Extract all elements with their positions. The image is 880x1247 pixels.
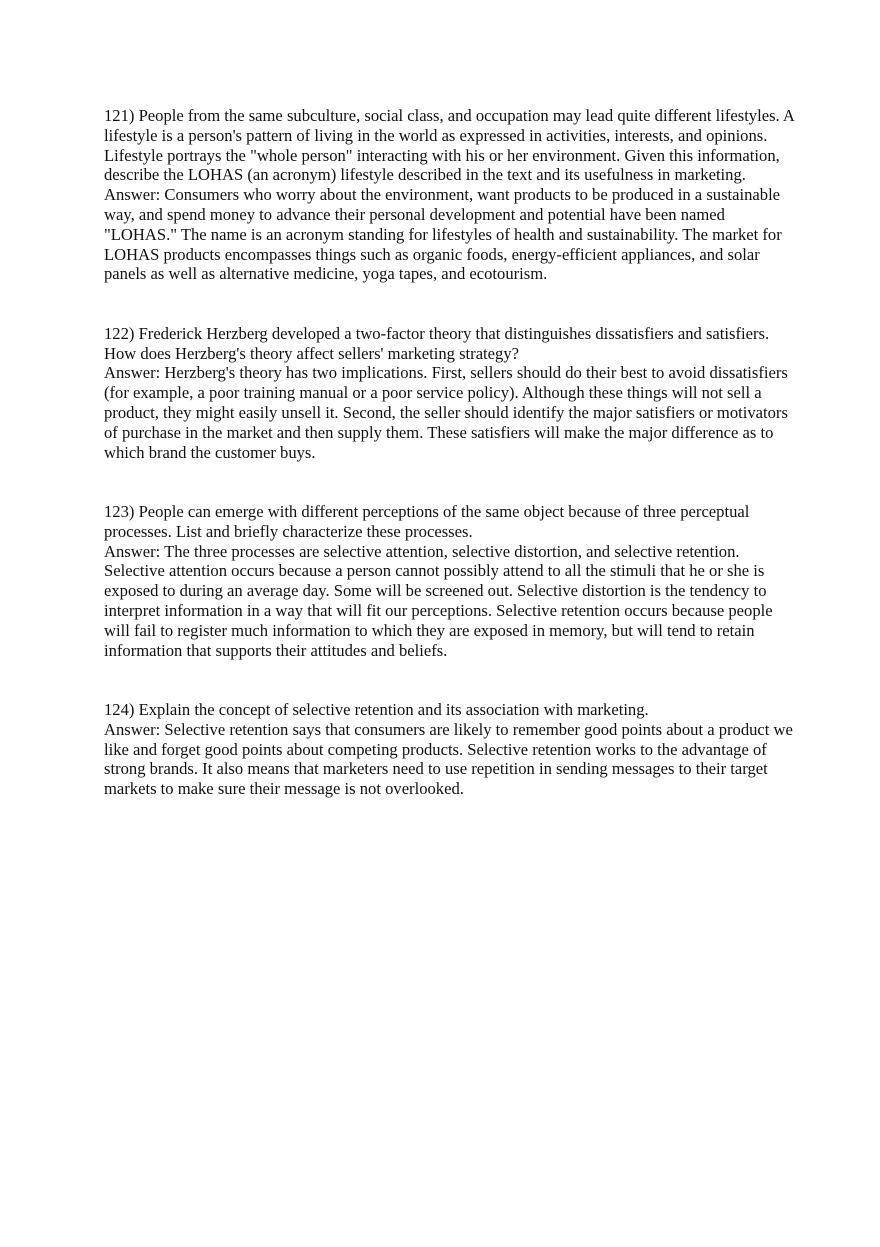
question-block-123 [104, 502, 794, 660]
answer-text: Answer: Selective retention says that consumers are likely to remember good points about a product we like and forget good points about competing products. Selective retention works to the advantage of strong brands. It also means that marketers need to use repetition in sending messages to their target markets to make sure their message is not overlooked. [104, 719, 793, 799]
answer-text: Answer: The three processes are selective attention, selective distortion, and selective retention. Selective attention occurs because a person cannot possibly attend to all the stimuli that he or she is exposed to during an average day. Some will be screened out. Selective distortion is the tendency to interpret information in a way that will fit our perceptions. Selective retention occurs because people will fail to register much information to which they are exposed in memory, but will tend to retain information that supports their attitudes and beliefs. [104, 541, 773, 660]
document-page [104, 106, 794, 799]
question-block-121 [104, 106, 794, 284]
answer-text: Answer: Consumers who worry about the environment, want products to be produced in a sustainable way, and spend money to advance their personal development and potential have been named "LOHAS." The name is an acronym standing for lifestyles of health and sustainability. The market for LOHAS products encompasses things such as organic foods, energy-efficient appliances, and solar panels as well as alternative medicine, yoga tapes, and ecotourism. [104, 185, 782, 284]
question-block-122 [104, 324, 794, 463]
question-text: 122) Frederick Herzberg developed a two-factor theory that distinguishes dissatisfiers and satisfiers. How does Herzberg's theory affect sellers' marketing strategy? [104, 323, 770, 363]
answer-text: Answer: Herzberg's theory has two implications. First, sellers should do their best to avoid dissatisfiers (for example, a poor training manual or a poor service policy). Although these things will not sell a product, they might easily unsell it. Second, the seller should identify the major satisfiers or motivators of purchase in the market and then supply them. These satisfiers will make the major difference as to which brand the customer buys. [104, 363, 788, 462]
question-text: 121) People from the same subculture, social class, and occupation may lead quite different lifestyles. A lifestyle is a person's pattern of living in the world as expressed in activities, interests, and opinions. Lifestyle portrays the "whole person" interacting with his or her environment. Given this information, describe the LOHAS (an acronym) lifestyle described in the text and its usefulness in marketing. [104, 106, 794, 185]
question-block-124 [104, 700, 794, 799]
question-text: 124) Explain the concept of selective retention and its association with marketing. [104, 699, 649, 719]
question-text: 123) People can emerge with different perceptions of the same object because of three perceptual processes. List and briefly characterize these processes. [104, 501, 750, 541]
